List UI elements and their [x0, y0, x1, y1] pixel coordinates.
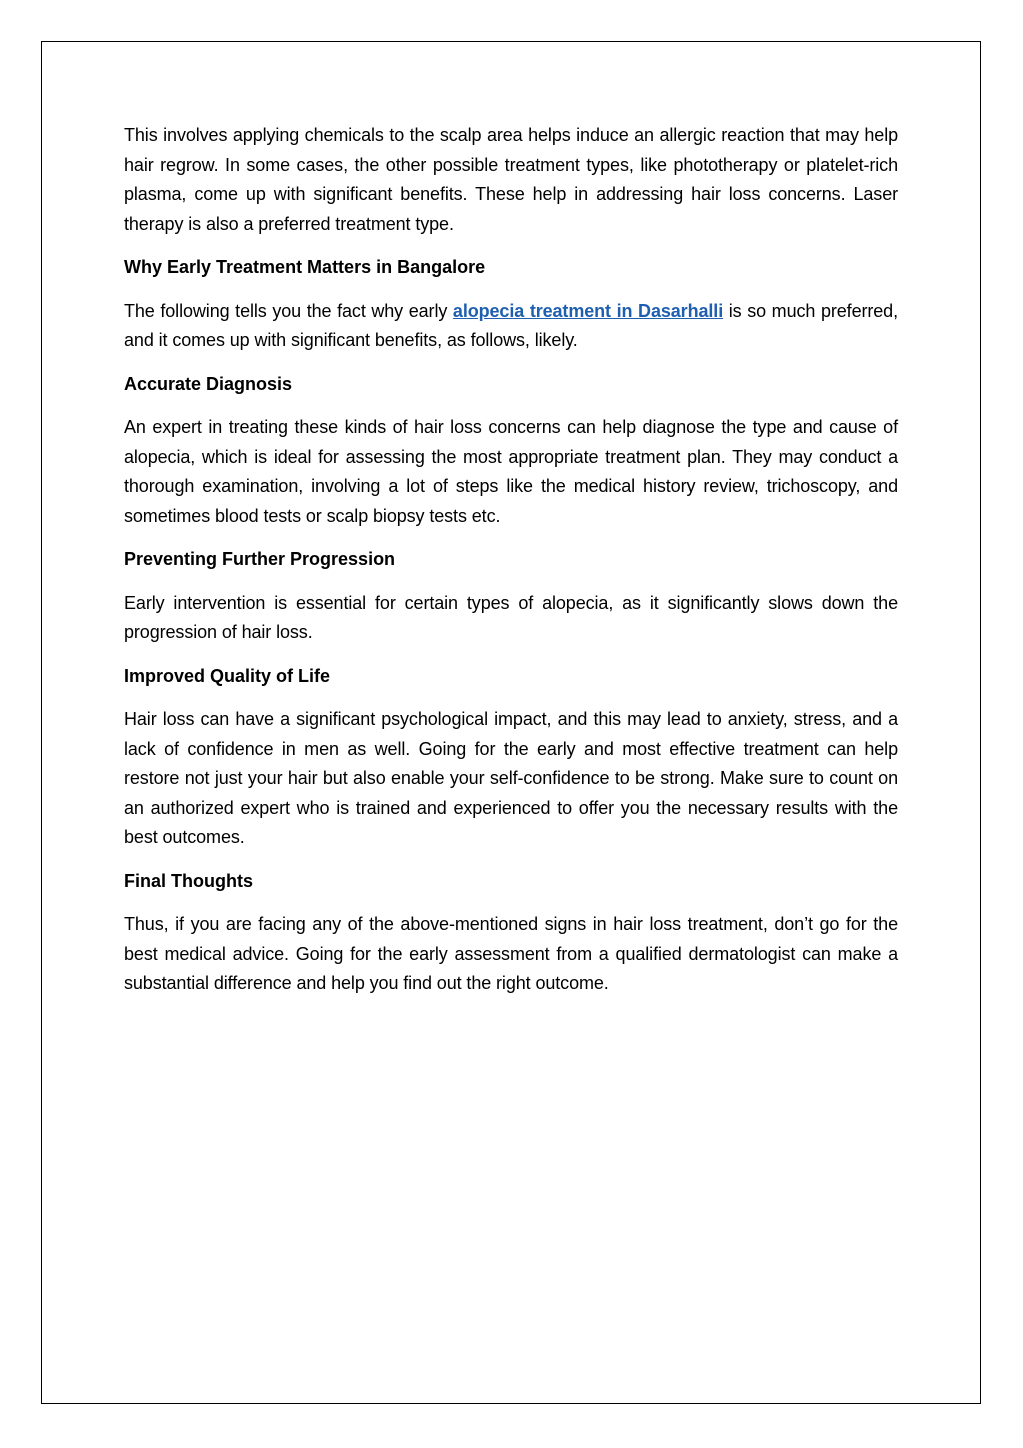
text-after-link: is so much preferred, and it comes up with significant benefits, as follows, likely. — [124, 300, 898, 350]
paragraph-why-early-treatment — [124, 297, 898, 356]
alopecia-treatment-link[interactable]: alopecia treatment in Dasarhalli — [452, 300, 724, 321]
paragraph-accurate-diagnosis: An expert in treating these kinds of hair loss concerns can help diagnose the type and cause of alopecia, which is ideal for assessing the most appropriate treatment plan. They may conduct a thorough examination, involving a lot of steps like the medical history review, trichoscopy, and sometimes blood tests or scalp biopsy tests etc. — [124, 417, 898, 526]
paragraph-quality-of-life: Hair loss can have a significant psychological impact, and this may lead to anxiety, stress, and a lack of confidence in men as well. Going for the early and most effective treatment can help restore not just your hair but also enable your self-confidence to be strong. Make sure to count on an authorized expert who is trained and experienced to offer you the necessary results with the best outcomes. — [124, 709, 898, 847]
heading-why-early-treatment: Why Early Treatment Matters in Bangalore — [124, 257, 486, 277]
heading-accurate-diagnosis: Accurate Diagnosis — [124, 373, 293, 394]
document-body — [124, 121, 898, 1013]
text-before-link: The following tells you the fact why early — [124, 300, 453, 321]
paragraph-preventing-progression: Early intervention is essential for certain types of alopecia, as it significantly slows down the progression of hair loss. — [124, 592, 898, 642]
heading-final-thoughts: Final Thoughts — [124, 870, 253, 891]
paragraph-final-thoughts: Thus, if you are facing any of the above-mentioned signs in hair loss treatment, don’t go for the best medical advice. Going for the early assessment from a qualified dermatologist can make a substantial difference and help you find out the right outcome. — [124, 914, 898, 993]
heading-quality-of-life: Improved Quality of Life — [124, 665, 331, 686]
heading-preventing-progression: Preventing Further Progression — [124, 549, 396, 569]
intro-paragraph: This involves applying chemicals to the scalp area helps induce an allergic reaction that may help hair regrow. In some cases, the other possible treatment types, like phototherapy or platelet-rich plasma, come up with significant benefits. These help in addressing hair loss concerns. Laser therapy is also a preferred treatment type. — [124, 125, 898, 234]
